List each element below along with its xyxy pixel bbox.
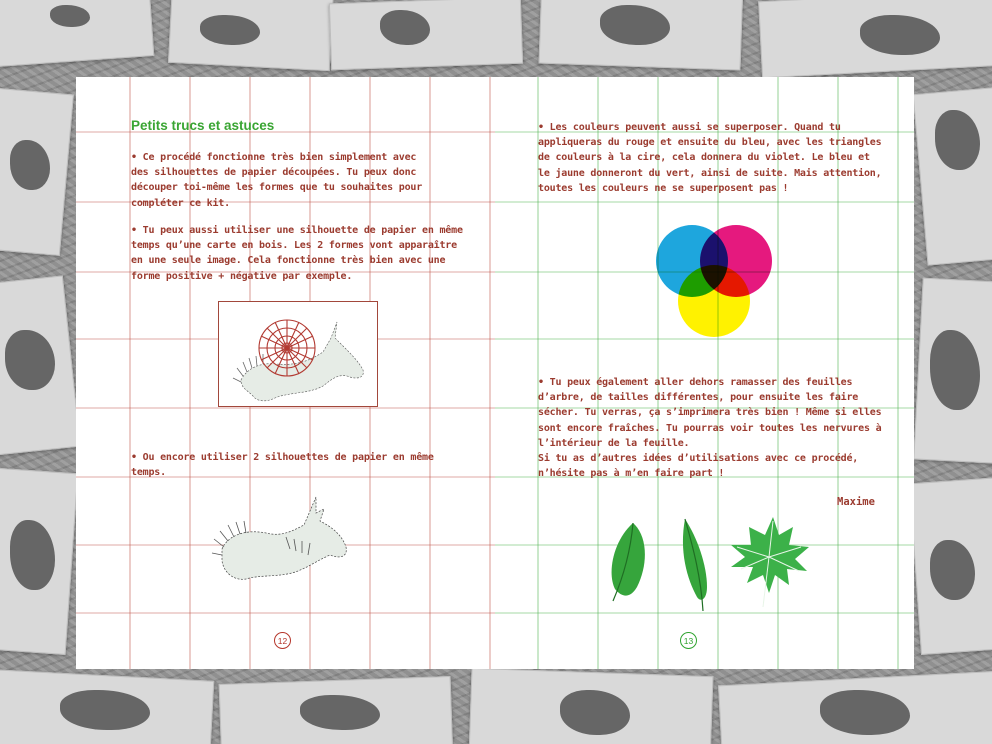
- leaf-icon: [612, 523, 645, 601]
- page-title: Petits trucs et astuces: [131, 118, 275, 133]
- tip-paragraph-3: • Ou encore utiliser 2 silhouettes de papier en même temps.: [131, 452, 434, 479]
- tip-paragraph-2: • Tu peux aussi utiliser une silhouette de papier en même temps qu’une carte en bois. Les 2 formes vont apparaître en une seule image. Cela fonctionne très bien avec une forme positive + négative par exemple.: [131, 225, 463, 282]
- colors-paragraph: • Les couleurs peuvent aussi se superposer. Quand tu appliqueras du rouge et ensuite du bleu, avec les triangles de couleurs à la cire, cela donnera du violet. Le bleu et le jaune donneront du vert, ainsi de suite. Mais attention, toutes les couleurs ne se superposent pas !: [538, 122, 882, 194]
- wood-card-illustration: [218, 301, 378, 407]
- ideas-paragraph: Si tu as d’autres idées d’utilisations avec ce procédé, n’hésite pas à m’en faire part !: [538, 453, 859, 480]
- spider-web-icon: [259, 320, 315, 376]
- leaf-icon: [731, 517, 809, 607]
- page-number-13: 13: [680, 632, 697, 649]
- hedgehog-silhouette-icon: [206, 489, 356, 584]
- leaves-illustration: [603, 517, 813, 613]
- tip-paragraph-1: • Ce procédé fonctionne très bien simplement avec des silhouettes de papier découpées. Tu peux donc découper toi-même les formes que tu souhaites pour compléter ce kit.: [131, 152, 423, 209]
- color-circles-icon: [652, 221, 778, 341]
- page-number-12: 12: [274, 632, 291, 649]
- signature: Maxime: [837, 496, 875, 508]
- booklet-spread: [76, 77, 914, 669]
- leaves-paragraph: • Tu peux également aller dehors ramasser des feuilles d’arbre, de tailles différentes, pour ensuite les faire sécher. Tu verras, ça s’imprimera très bien ! Même si elles sont encore fraîches. Tu pourras voir toutes les nervures à l’intérieur de la feuille.: [538, 377, 882, 449]
- leaf-icon: [683, 519, 707, 611]
